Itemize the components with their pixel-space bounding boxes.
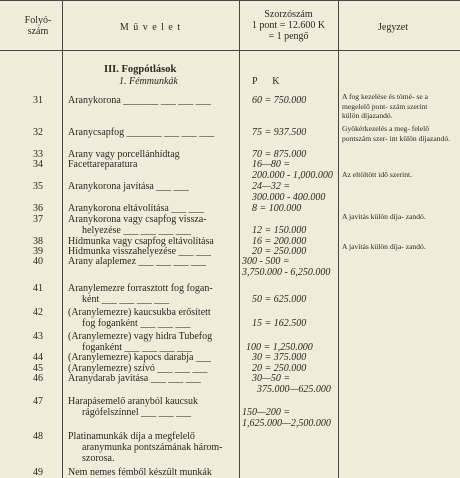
row-value: 60 = 750.000 — [252, 95, 307, 106]
row-value: 70 = 875.000 — [252, 149, 307, 160]
row-text-continued: rágófelszínnel ___ ___ ___ — [82, 407, 192, 418]
row-text: Aranykorona eltávolítása ___ ___ — [68, 203, 204, 214]
row-number: 40 — [33, 256, 43, 267]
row-text: Facettareparatura — [68, 159, 138, 170]
row-text: Aranydarab javítása ___ ___ ___ — [68, 373, 201, 384]
row-text-continued: szorosa. — [82, 453, 115, 464]
row-text: Hídmunka visszahelyezése ___ ___ — [68, 246, 212, 257]
header-rule — [0, 50, 460, 51]
row-value-range: 300.000 - 400.000 — [252, 192, 326, 203]
row-number: 45 — [33, 363, 43, 374]
header-note: Jegyzet — [378, 22, 408, 33]
section-title: III. Fogpótlások — [104, 64, 177, 75]
row-text: (Aranylemezre) kaucsukba erősített — [68, 307, 211, 318]
pk-label: P K — [252, 76, 280, 87]
row-text-continued: fog foganként ___ ___ ___ — [82, 318, 191, 329]
row-number: 34 — [33, 159, 43, 170]
row-value: 100 = 1,250.000 — [246, 342, 313, 353]
row-text: Aranycsapfog _______ ___ ___ ___ — [68, 127, 215, 138]
row-number: 39 — [33, 246, 43, 257]
section-subtitle: 1. Fémmunkák — [119, 76, 178, 87]
row-number: 49 — [33, 467, 43, 478]
row-number: 38 — [33, 236, 43, 247]
row-text: Aranykorona vagy csapfog vissza- — [68, 214, 207, 225]
row-number: 44 — [33, 352, 43, 363]
column-divider — [338, 0, 339, 478]
row-number: 47 — [33, 396, 43, 407]
row-text: Aranylemezre forrasztott fog fogan- — [68, 283, 213, 294]
row-note: A fog kezelése és tömé- se a megelelő pont- szám szerint külön díjazandó. — [342, 92, 429, 120]
row-text-continued: helyezése ___ ___ ___ ___ — [82, 225, 191, 236]
header-number: Folyó- szám — [24, 15, 52, 37]
row-text-continued: aranymunka pontszámának három- — [82, 442, 223, 453]
row-value-range: 1,625.000—2,500.000 — [242, 418, 331, 429]
row-text: (Aranylemezre) kapocs darabja ___ — [68, 352, 211, 363]
row-value: 30 = 375.000 — [252, 352, 307, 363]
row-value: 50 = 625.000 — [252, 294, 307, 305]
table-top-rule — [0, 0, 460, 1]
row-value-range: 200.000 - 1,000.000 — [252, 170, 333, 181]
row-number: 42 — [33, 307, 43, 318]
row-note: A javítás külön díja- zandó. — [342, 212, 426, 221]
row-value: 8 = 100.000 — [252, 203, 302, 214]
row-text: Harapásemelő aranyból kaucsuk — [68, 396, 198, 407]
row-value: 16 = 200.000 — [252, 236, 307, 247]
row-number: 48 — [33, 431, 43, 442]
row-value: 15 = 162.500 — [252, 318, 307, 329]
row-value: 20 = 250.000 — [252, 246, 307, 257]
row-value: 75 = 937.500 — [252, 127, 307, 138]
row-number: 37 — [33, 214, 43, 225]
row-text: Nem nemes fémből készült munkák — [68, 467, 212, 478]
column-divider — [239, 0, 240, 478]
row-number: 35 — [33, 181, 43, 192]
row-note: A javítás külön díja- zandó. — [342, 242, 426, 251]
row-note: Gyökérkezelés a meg- felelő pontszám szer- int külön díjazandó. — [342, 124, 451, 143]
row-text: Aranykorona _______ ___ ___ ___ — [68, 95, 211, 106]
row-text: Aranykorona javítása ___ ___ — [68, 181, 189, 192]
column-divider — [62, 0, 63, 478]
row-text: (Aranylemezre) szívó ___ ___ ___ — [68, 363, 208, 374]
row-text-continued: ként ___ ___ ___ ___ — [82, 294, 170, 305]
row-note: Az eltöltött idő szerint. — [342, 170, 413, 179]
row-number: 43 — [33, 331, 43, 342]
row-value: 16—80 = — [252, 159, 291, 170]
header-operation: M ű v e l e t — [119, 22, 182, 33]
row-text: Hídmunka vagy csapfog eltávolítása — [68, 236, 214, 247]
row-value: 30—50 = — [252, 373, 291, 384]
row-number: 36 — [33, 203, 43, 214]
row-value: 20 = 250.000 — [252, 363, 307, 374]
row-value: 12 = 150.000 — [252, 225, 307, 236]
row-text-continued: foganként ___ ___ ___ ___ — [82, 342, 192, 353]
row-number: 32 — [33, 127, 43, 138]
row-number: 41 — [33, 283, 43, 294]
row-value: 300 - 500 = — [242, 256, 290, 267]
row-number: 33 — [33, 149, 43, 160]
row-value-range: 375.000—625.000 — [257, 384, 331, 395]
row-text: Arany vagy porcellánhídtag — [68, 149, 180, 160]
row-value: 24—32 = — [252, 181, 291, 192]
row-text: Platinamunkák díja a megfelelő — [68, 431, 195, 442]
row-number: 46 — [33, 373, 43, 384]
row-text: Arany alaplemez ___ ___ ___ ___ — [68, 256, 207, 267]
row-number: 31 — [33, 95, 43, 106]
row-value-range: 3,750.000 - 6,250.000 — [242, 267, 331, 278]
row-text: (Aranylemezre) vagy hidra Tubefog — [68, 331, 213, 342]
header-multiplier: Szorzószám 1 pont = 12.600 K = 1 pengő — [251, 9, 326, 42]
row-value: 150—200 = — [242, 407, 291, 418]
